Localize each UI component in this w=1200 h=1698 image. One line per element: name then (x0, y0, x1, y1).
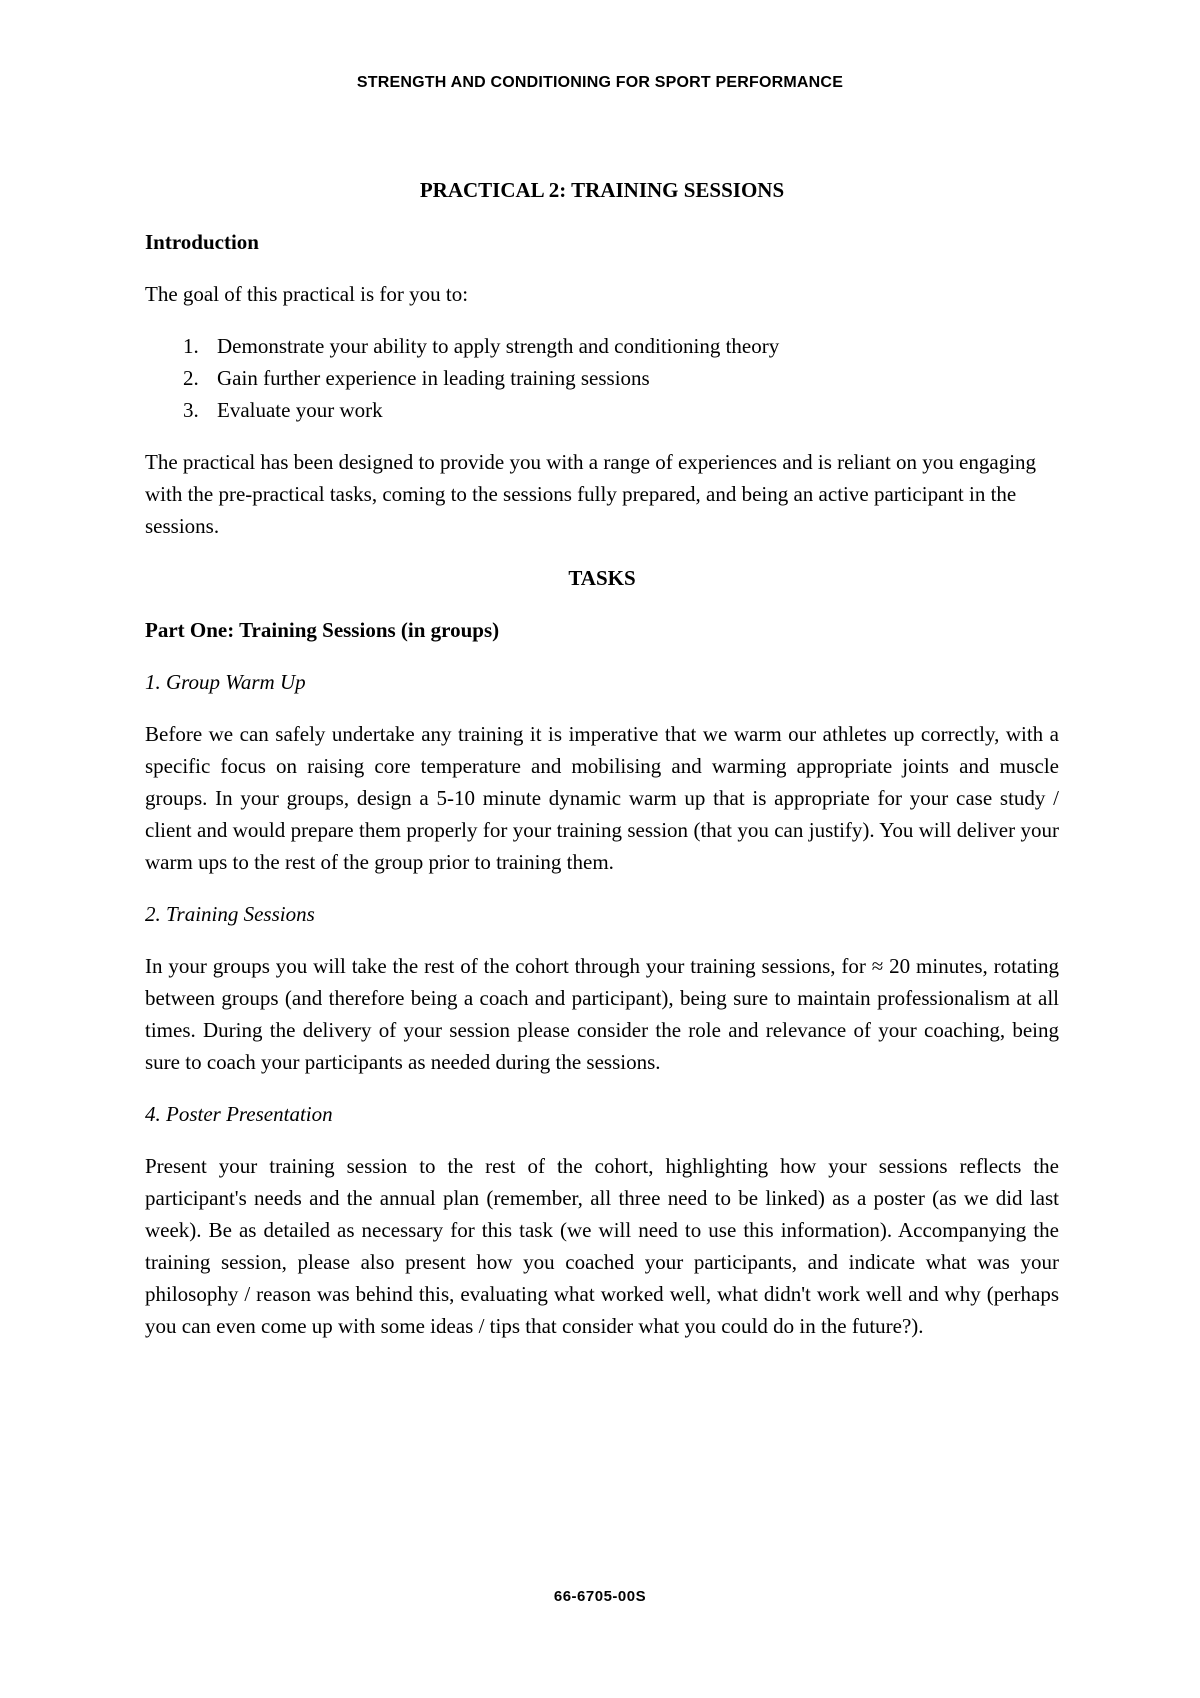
list-item (145, 394, 1059, 426)
training-sessions-heading: 2. Training Sessions (145, 902, 315, 926)
poster-presentation-body: Present your training session to the rest of the cohort, highlighting how your sessions reflects the participant's needs and the annual plan (remember, all three need to be linked) as a poster (as we did last week). Be as detailed as necessary for this task (we will need to use this information). Accompanying the training session, please also present how you coached your participants, and indicate what was your philosophy / reason was behind this, evaluating what worked well, what didn't work well and why (perhaps you can even come up with some ideas / tips that consider what you could do in the future?). (145, 1154, 1059, 1338)
page-title: PRACTICAL 2: TRAINING SESSIONS (419, 178, 785, 202)
introduction-heading: Introduction (145, 230, 259, 254)
list-text: Evaluate your work (217, 398, 383, 422)
list-item (145, 330, 1059, 362)
training-sessions-body: In your groups you will take the rest of the cohort through your training sessions, for ≈ 20 minutes, rotating between groups (and therefore being a coach and participant), being sure to maintain professionalism at all times. During the delivery of your session please consider the role and relevance of your coaching, being sure to coach your participants as needed during the sessions. (145, 954, 1059, 1074)
warm-up-heading: 1. Group Warm Up (145, 670, 306, 694)
introduction-lead: The goal of this practical is for you to: (145, 282, 469, 306)
warm-up-body: Before we can safely undertake any training it is imperative that we warm our athletes up correctly, with a specific focus on raising core temperature and mobilising and warming appropriate joints and muscle groups. In your groups, design a 5-10 minute dynamic warm up that is appropriate for your case study / client and would prepare them properly for your training session (that you can justify). You will deliver your warm ups to the rest of the group prior to training them. (145, 722, 1059, 874)
list-text: Demonstrate your ability to apply strength and conditioning theory (217, 334, 780, 358)
goals-list (145, 330, 1059, 426)
list-text: Gain further experience in leading training sessions (217, 366, 650, 390)
introduction-body: The practical has been designed to provide you with a range of experiences and is reliant on you engaging with the pre-practical tasks, coming to the sessions fully prepared, and being an active participant in the sessions. (145, 450, 1037, 538)
page-footer: 66-6705-00S (553, 1588, 647, 1605)
document-body (145, 174, 1059, 1362)
list-item (145, 362, 1059, 394)
poster-presentation-heading: 4. Poster Presentation (145, 1102, 333, 1126)
list-number: 1. (183, 334, 199, 358)
page-header: STRENGTH AND CONDITIONING FOR SPORT PERFORMANCE (356, 74, 844, 91)
list-number: 2. (183, 366, 199, 390)
list-number: 3. (183, 398, 199, 422)
tasks-heading: TASKS (568, 566, 636, 590)
part-one-heading: Part One: Training Sessions (in groups) (145, 618, 500, 642)
